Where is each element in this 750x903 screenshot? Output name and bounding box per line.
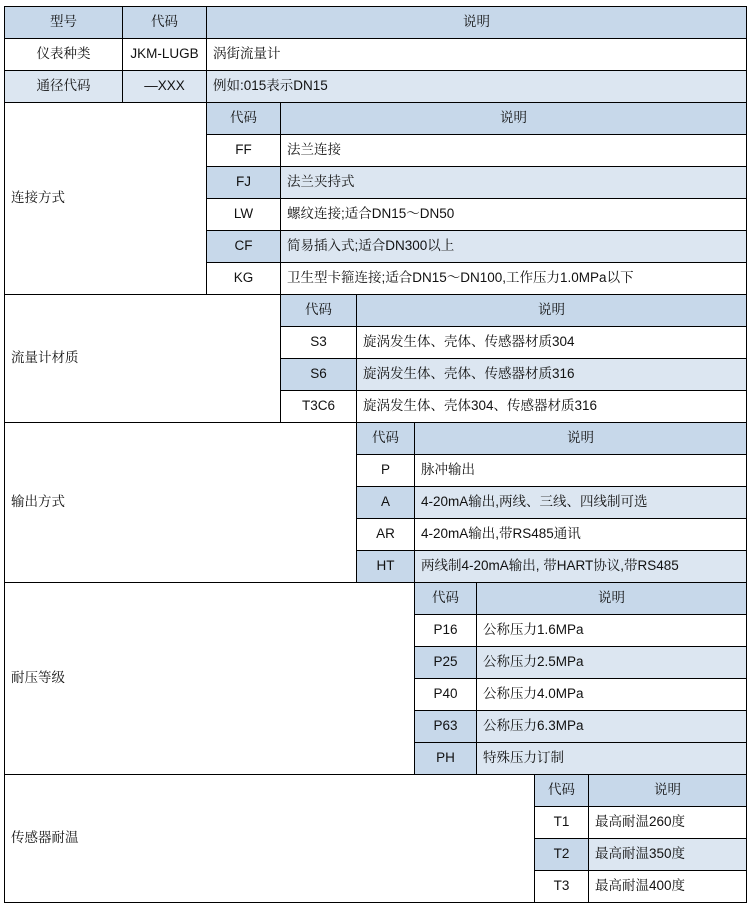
item-desc: 卫生型卡箍连接;适合DN15～DN100,工作压力1.0MPa以下 — [281, 263, 747, 295]
section-label-material-text: 流量计材质 — [11, 350, 79, 366]
item-code: CF — [207, 231, 281, 263]
item-code: P — [357, 455, 415, 487]
row-label-bore-code: 通径代码 — [5, 71, 123, 103]
item-desc: 公称压力4.0MPa — [477, 679, 747, 711]
row-code-bore-code: —XXX — [123, 71, 207, 103]
item-code: FJ — [207, 167, 281, 199]
item-code: A — [357, 487, 415, 519]
section-col-header-code: 代码 — [357, 423, 415, 455]
section-label-pressure — [5, 583, 415, 775]
item-desc: 法兰连接 — [281, 135, 747, 167]
section-label-connection — [5, 103, 207, 295]
item-code: LW — [207, 199, 281, 231]
row-desc-instrument-type: 涡街流量计 — [207, 39, 747, 71]
section-label-connection-text: 连接方式 — [11, 190, 65, 206]
item-code: P40 — [415, 679, 477, 711]
column-header-desc: 说明 — [207, 7, 747, 39]
section-col-header-code: 代码 — [415, 583, 477, 615]
section-col-header-desc: 说明 — [589, 775, 747, 807]
item-desc: 4-20mA输出,带RS485通讯 — [415, 519, 747, 551]
item-code: KG — [207, 263, 281, 295]
item-code: S6 — [281, 359, 357, 391]
section-header-row-output — [5, 423, 747, 455]
section-col-header-desc: 说明 — [281, 103, 747, 135]
table-row — [5, 71, 747, 103]
section-header-row-material — [5, 295, 747, 327]
item-desc: 公称压力1.6MPa — [477, 615, 747, 647]
section-col-header-code: 代码 — [281, 295, 357, 327]
specification-table — [4, 6, 747, 903]
item-desc: 特殊压力订制 — [477, 743, 747, 775]
row-desc-bore-code: 例如:015表示DN15 — [207, 71, 747, 103]
item-desc: 最高耐温400度 — [589, 871, 747, 903]
item-code: T3 — [535, 871, 589, 903]
section-col-header-desc: 说明 — [357, 295, 747, 327]
section-label-material — [5, 295, 281, 423]
section-col-header-code: 代码 — [207, 103, 281, 135]
section-label-temperature-text: 传感器耐温 — [11, 830, 79, 846]
item-desc: 旋涡发生体、壳体、传感器材质316 — [357, 359, 747, 391]
section-col-header-code: 代码 — [535, 775, 589, 807]
column-header-model: 型号 — [5, 7, 123, 39]
table-row — [5, 39, 747, 71]
item-desc: 4-20mA输出,两线、三线、四线制可选 — [415, 487, 747, 519]
item-desc: 螺纹连接;适合DN15～DN50 — [281, 199, 747, 231]
item-desc: 旋涡发生体、壳体304、传感器材质316 — [357, 391, 747, 423]
item-code: S3 — [281, 327, 357, 359]
item-desc: 最高耐温260度 — [589, 807, 747, 839]
item-desc: 公称压力2.5MPa — [477, 647, 747, 679]
section-header-row-connection — [5, 103, 747, 135]
item-code: P16 — [415, 615, 477, 647]
item-code: T2 — [535, 839, 589, 871]
section-label-output-text: 输出方式 — [11, 494, 65, 510]
section-header-row-pressure — [5, 583, 747, 615]
item-code: T3C6 — [281, 391, 357, 423]
table-header-row — [5, 7, 747, 39]
item-desc: 旋涡发生体、壳体、传感器材质304 — [357, 327, 747, 359]
section-label-temperature — [5, 775, 535, 903]
spec-table-document — [0, 6, 750, 894]
item-desc: 公称压力6.3MPa — [477, 711, 747, 743]
item-desc: 最高耐温350度 — [589, 839, 747, 871]
item-desc: 简易插入式;适合DN300以上 — [281, 231, 747, 263]
item-desc: 脉冲输出 — [415, 455, 747, 487]
item-code: FF — [207, 135, 281, 167]
section-col-header-desc: 说明 — [477, 583, 747, 615]
item-desc: 法兰夹持式 — [281, 167, 747, 199]
section-col-header-desc: 说明 — [415, 423, 747, 455]
column-header-code: 代码 — [123, 7, 207, 39]
item-code: P63 — [415, 711, 477, 743]
section-label-pressure-text: 耐压等级 — [11, 670, 65, 686]
section-header-row-temperature — [5, 775, 747, 807]
item-code: HT — [357, 551, 415, 583]
item-code: AR — [357, 519, 415, 551]
section-label-output — [5, 423, 357, 583]
item-code: T1 — [535, 807, 589, 839]
item-code: P25 — [415, 647, 477, 679]
item-desc: 两线制4-20mA输出, 带HART协议,带RS485 — [415, 551, 747, 583]
row-label-instrument-type: 仪表种类 — [5, 39, 123, 71]
row-code-instrument-type: JKM-LUGB — [123, 39, 207, 71]
item-code: PH — [415, 743, 477, 775]
